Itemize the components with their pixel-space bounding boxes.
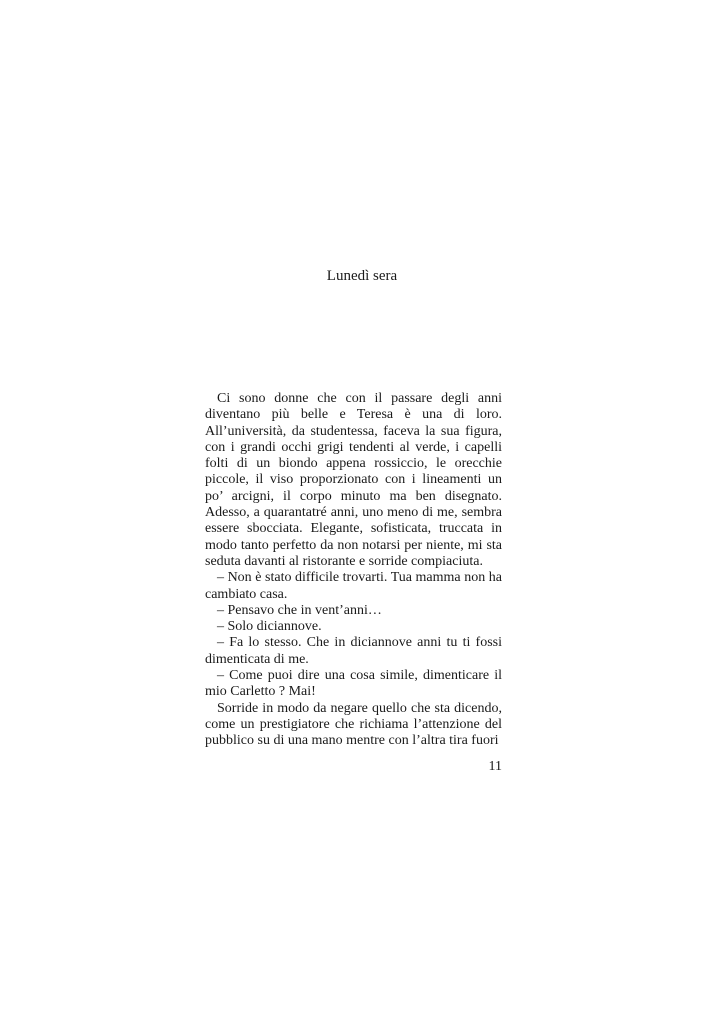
body-text	[205, 391, 502, 750]
paragraph-dialogue: – Non è stato difficile trovarti. Tua mamma non ha cambiato casa.	[205, 570, 502, 602]
paragraph-dialogue: – Come puoi dire una cosa simile, dimenticare il mio Carletto ? Mai!	[205, 668, 502, 700]
paragraph-dialogue: – Pensavo che in vent’anni…	[217, 602, 382, 618]
page-number: 11	[488, 759, 502, 774]
paragraph: Ci sono donne che con il passare degli anni diventano più belle e Teresa è una di loro. All’università, da studentessa, faceva la sua figura, con i grandi occhi grigi tendenti al verde, i capelli folti di un biondo appena rossiccio, le orecchie piccole, il viso proporzionato con i lineamenti un po’ arcigni, il corpo minuto ma ben disegnato. Adesso, a quarantatré anni, uno meno di me, sembra essere sbocciata. Elegante, sofisticata, truccata in modo tanto perfetto da non notarsi per niente, mi sta seduta davanti al ristorante e sorride compiaciuta.	[205, 391, 502, 569]
paragraph-dialogue: – Solo diciannove.	[217, 619, 322, 635]
paragraph: Sorride in modo da negare quello che sta dicendo, come un prestigiatore che richiama l’attenzione del pubblico su di una mano mentre con l’altra tira fuori	[205, 700, 502, 749]
chapter-title: Lunedì sera	[326, 268, 398, 284]
paragraph-dialogue: – Fa lo stesso. Che in diciannove anni tu ti fossi dimenticata di me.	[205, 635, 502, 667]
